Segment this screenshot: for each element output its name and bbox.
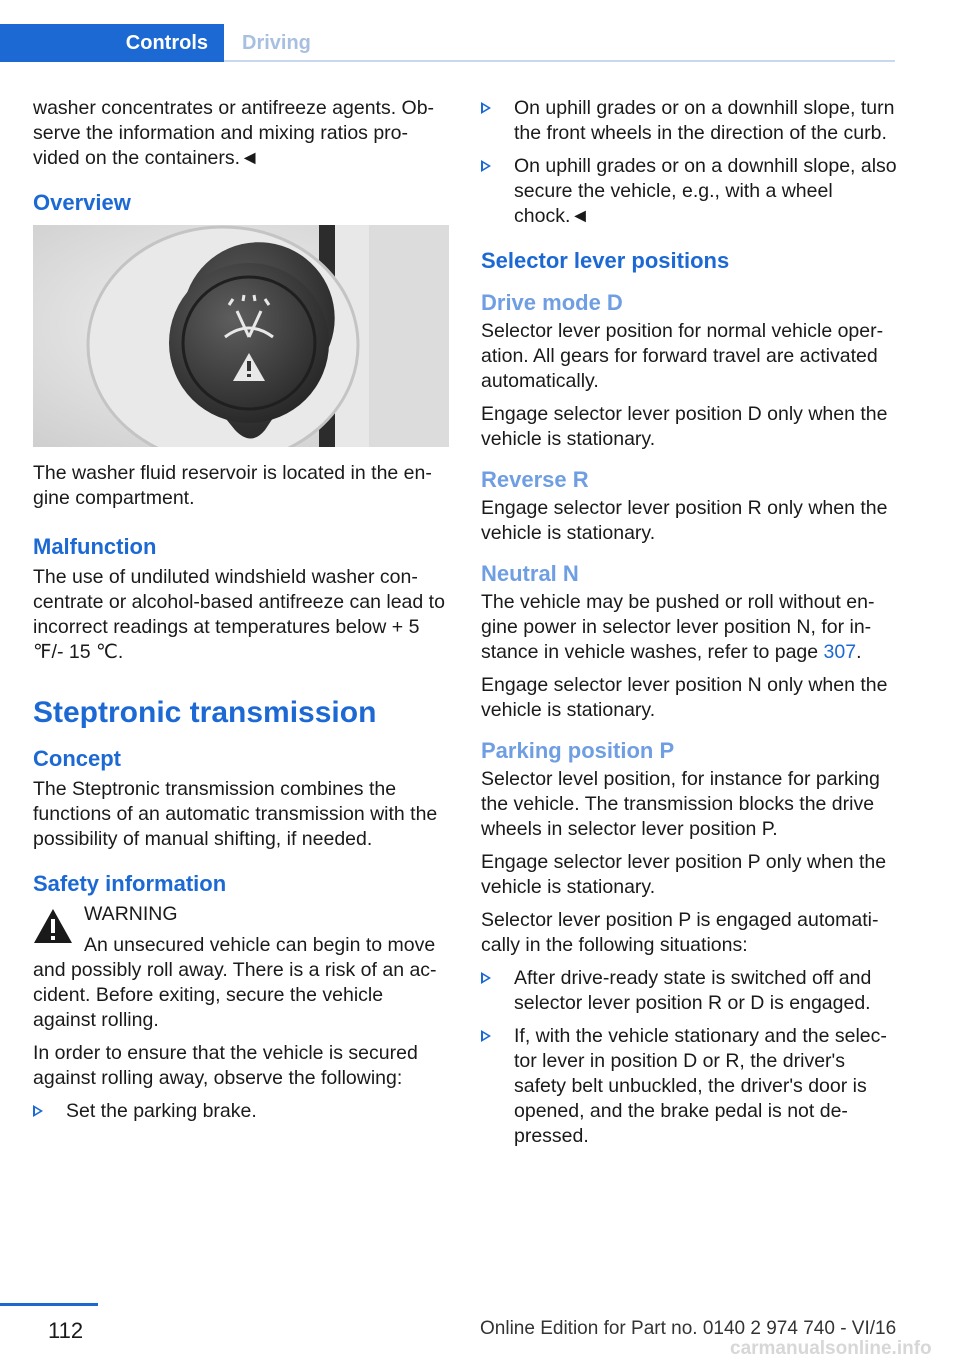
bullet-triangle-icon — [33, 1105, 43, 1117]
bullet-triangle-icon — [481, 102, 491, 114]
drive-heading: Drive mode D — [481, 290, 623, 315]
bullet-triangle-icon — [481, 160, 491, 172]
tab-controls[interactable]: Controls — [0, 24, 224, 62]
list-item: If, with the vehicle stationary and the selec-tor lever in position D or R, the driver's safety belt unbuckled, the driver's door is opened, and the brake pedal is not de-pressed. — [481, 1024, 897, 1149]
list-item: On uphill grades or on a downhill slope, turn the front wheels in the direction of the curb. — [481, 96, 897, 146]
parking-text-3: Selector lever position P is engaged automati-cally in the following situations: — [481, 909, 879, 956]
selector-heading: Selector lever positions — [481, 248, 730, 273]
concept-heading: Concept — [33, 746, 121, 771]
neutral-text-2: Engage selector lever position N only when the vehicle is stationary. — [481, 674, 888, 721]
page-number: 112 — [48, 1318, 84, 1343]
malfunction-text: The use of undiluted windshield washer con-centrate or alcohol-based antifreeze can lead to incorrect readings at temperatures below + 5 ℉/- 15 ℃. — [33, 566, 445, 663]
edition-text: Online Edition for Part no. 0140 2 974 740 - VI/16 — [480, 1318, 897, 1339]
neutral-text: The vehicle may be pushed or roll without en-gine power in selector lever position N, for in-stance in vehicle washes, refer to page 307. — [481, 591, 875, 663]
left-column — [33, 96, 449, 1132]
neutral-heading: Neutral N — [481, 561, 579, 586]
parking-text-2: Engage selector lever position P only when the vehicle is stationary. — [481, 851, 887, 898]
bullet-triangle-icon — [481, 1030, 491, 1042]
malfunction-heading: Malfunction — [33, 534, 157, 559]
reverse-text: Engage selector lever position R only when the vehicle is stationary. — [481, 497, 888, 544]
overview-heading: Overview — [33, 190, 131, 215]
right-column — [481, 96, 897, 1157]
parking-heading: Parking position P — [481, 738, 675, 763]
parking-text: Selector level position, for instance for parking the vehicle. The transmission blocks the drive wheels in selector lever position P. — [481, 768, 880, 840]
watermark: carmanualsonline.info — [730, 1338, 932, 1359]
steptronic-heading: Steptronic transmission — [33, 696, 377, 729]
washer-reservoir-cap-photo — [33, 225, 449, 447]
safety-heading: Safety information — [33, 871, 227, 896]
tab-underline — [224, 60, 895, 62]
list-item: After drive-ready state is switched off and selector lever position R or D is engaged. — [481, 966, 897, 1016]
drive-text: Selector lever position for normal vehicle oper-ation. All gears for forward travel are activated automatically. — [481, 320, 884, 392]
warning-block — [33, 902, 449, 927]
footer-divider — [0, 1303, 98, 1306]
ensure-text: In order to ensure that the vehicle is secured against rolling away, observe the following: — [33, 1042, 418, 1089]
overview-text: The washer fluid reservoir is located in the en-gine compartment. — [33, 462, 432, 509]
reverse-heading: Reverse R — [481, 467, 589, 492]
intro-paragraph: washer concentrates or antifreeze agents. Ob-serve the information and mixing ratios pro-vided on the containers.◄ — [33, 97, 435, 169]
tab-driving[interactable]: Driving — [242, 32, 311, 54]
warning-triangle-icon — [33, 908, 73, 944]
list-item: On uphill grades or on a downhill slope, also secure the vehicle, e.g., with a wheel chock.◄ — [481, 154, 897, 229]
drive-text-2: Engage selector lever position D only when the vehicle is stationary. — [481, 403, 888, 450]
warning-label: WARNING — [84, 903, 178, 925]
list-item: Set the parking brake. — [33, 1099, 449, 1124]
page-link[interactable]: 307 — [823, 641, 857, 663]
section-tabs — [0, 24, 895, 62]
concept-text: The Steptronic transmission combines the functions of an automatic transmission with the possibility of manual shifting, if needed. — [33, 778, 438, 850]
warning-text: An unsecured vehicle can begin to move and possibly roll away. There is a risk of an ac-cident. Before exiting, secure the vehicle against rolling. — [33, 934, 437, 1031]
bullet-triangle-icon — [481, 972, 491, 984]
